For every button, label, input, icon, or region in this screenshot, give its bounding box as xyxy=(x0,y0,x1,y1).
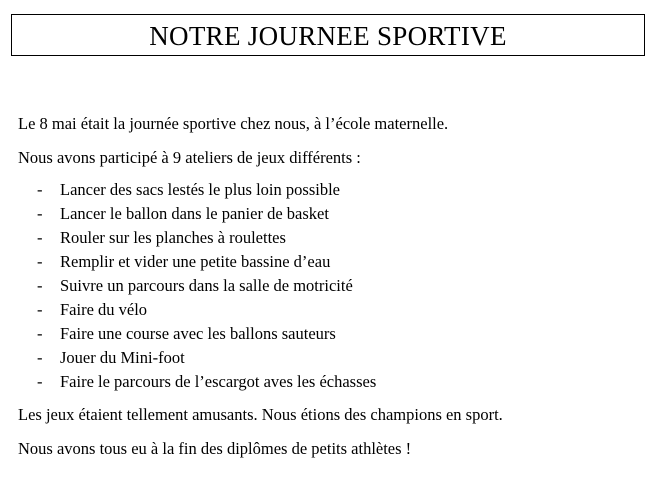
ateliers-intro-paragraph: Nous avons participé à 9 ateliers de jeux différents : xyxy=(18,148,361,167)
page-title: NOTRE JOURNEE SPORTIVE xyxy=(149,20,507,51)
title-box xyxy=(11,14,645,56)
conclusion-paragraph-2: Nous avons tous eu à la fin des diplômes de petits athlètes ! xyxy=(18,439,412,458)
bullet-dash: - xyxy=(37,204,43,223)
bullet-dash: - xyxy=(37,228,43,247)
list-item-text: Lancer des sacs lestés le plus loin possible xyxy=(60,180,340,199)
bullet-dash: - xyxy=(37,180,43,199)
list-item-text: Suivre un parcours dans la salle de motricité xyxy=(60,276,353,295)
list-item-text: Faire une course avec les ballons sauteurs xyxy=(60,324,336,343)
list-item-text: Remplir et vider une petite bassine d’eau xyxy=(60,252,331,271)
bullet-dash: - xyxy=(37,300,43,319)
intro-paragraph: Le 8 mai était la journée sportive chez nous, à l’école maternelle. xyxy=(18,114,449,133)
bullet-dash: - xyxy=(37,276,43,295)
bullet-dash: - xyxy=(37,324,43,343)
list-item-text: Rouler sur les planches à roulettes xyxy=(60,228,286,247)
list-item-text: Lancer le ballon dans le panier de basket xyxy=(60,204,329,223)
list-item-text: Faire le parcours de l’escargot aves les échasses xyxy=(60,372,377,391)
list-item-text: Jouer du Mini-foot xyxy=(60,348,185,367)
bullet-dash: - xyxy=(37,372,43,391)
conclusion-paragraph-1: Les jeux étaient tellement amusants. Nous étions des champions en sport. xyxy=(18,405,503,424)
list-item-text: Faire du vélo xyxy=(60,300,148,319)
bullet-dash: - xyxy=(37,252,43,271)
bullet-dash: - xyxy=(37,348,43,367)
